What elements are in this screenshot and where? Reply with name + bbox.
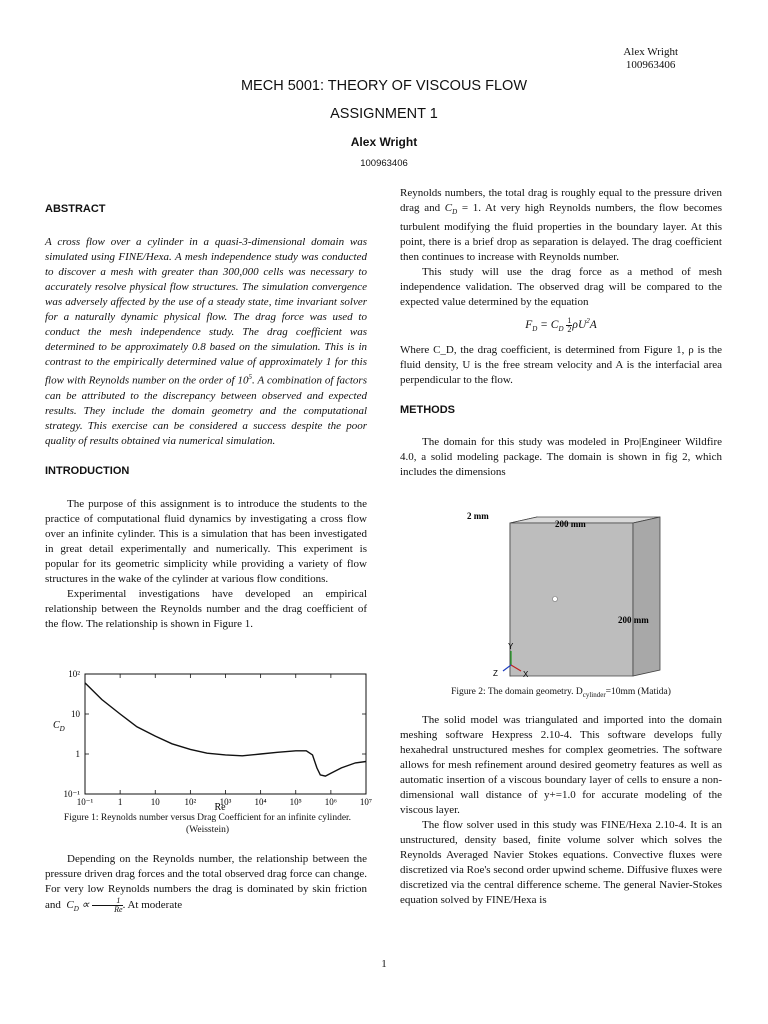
cd-proportional-expr: $C_D$ ∝ $\frac{1}{Re}$ bbox=[66, 896, 123, 914]
dim-width: 200 mm bbox=[555, 519, 586, 529]
y-tick-label: 1 bbox=[75, 749, 80, 759]
x-tick-label: 10² bbox=[184, 797, 197, 807]
x-axis-label: Re bbox=[214, 802, 226, 813]
right-paragraph-3: Where C_D, the drag coefficient, is determined from Figure 1, ρ is the fluid density, U is the free stream velocity and A is the interfacial area perpendicular to the flow. bbox=[400, 344, 722, 387]
figure-2-caption: Figure 2: The domain geometry. $D_{cylinder}=10mm$ (Matida) bbox=[451, 687, 671, 699]
x-tick-label: 10⁴ bbox=[254, 797, 267, 807]
intro-paragraph-1: The purpose of this assignment is to introduce the students to the practice of computational fluid dynamics by investigating a cross flow over an infinite cylinder. This is a simulation that has been investigated in great detail experimentally and numerically. This experiment is popular for its geometric simplicity while providing a variety of flow structures in the wake of the cylinder at various flow conditions. bbox=[45, 497, 367, 585]
figure-1-chart bbox=[45, 664, 373, 813]
x-tick-label: 10⁶ bbox=[324, 797, 337, 807]
methods-paragraph-2: The solid model was triangulated and imported into the domain meshing software Hexpress 2.10-4. This software develops fully hexahedral unstructured meshes for complex geometries. The software allows for mesh refinement around desired geometry features as well as automatic insertion of a viscous boundary layer of cells to ensure a non-dimensional wall distance of y+=1.0 for accurate modeling of the viscous layer. bbox=[400, 714, 722, 816]
domain-side-face bbox=[633, 517, 660, 676]
page-number: 1 bbox=[381, 958, 387, 970]
x-tick-label: 10 bbox=[150, 797, 160, 807]
author-name: Alex Wright bbox=[350, 135, 418, 149]
figure-2-domain bbox=[455, 505, 695, 685]
cd-series-line bbox=[85, 683, 366, 776]
x-tick-label: 10³ bbox=[219, 797, 232, 807]
left-column bbox=[45, 202, 367, 632]
running-header bbox=[623, 46, 678, 72]
right-column bbox=[400, 186, 722, 480]
domain-front-face bbox=[510, 523, 633, 676]
right-column-bottom bbox=[400, 713, 722, 908]
x-tick-label: 10⁻¹ bbox=[76, 797, 94, 807]
x-tick-label: 10⁷ bbox=[359, 797, 373, 807]
axis-y-label: Y bbox=[508, 642, 514, 651]
page-title: MECH 5001: THEORY OF VISCOUS FLOW bbox=[240, 78, 528, 94]
methods-paragraph-3: The flow solver used in this study was FINE/Hexa 2.10-4. It is an unstructured, density based, finite volume solver which solves the Reynolds Averaged Navier Stokes equations. Convective fluxes were discretized via Roe's second order upwind scheme. Diffusive fluxes were discretized via the central difference scheme. The general Navier-Stokes equation solved by FINE/Hexa is bbox=[400, 819, 722, 906]
header-student-id: 100963406 bbox=[625, 59, 676, 71]
dim-height: 200 mm bbox=[618, 615, 649, 625]
left-column-bottom bbox=[45, 852, 367, 917]
y-axis-label: $C_D$ bbox=[53, 720, 65, 733]
y-tick-label: 10² bbox=[68, 669, 80, 679]
methods-heading: METHODS bbox=[400, 404, 455, 417]
cylinder-hole bbox=[553, 597, 558, 602]
y-tick-label: 10 bbox=[71, 709, 80, 719]
intro-paragraph-3: Depending on the Reynolds number, the relationship between the pressure driven drag forces and the total observed drag force can change. For very low Reynolds numbers the drag is dominated by skin friction and $C_D$ ∝ $\frac{1}{Re}$ . At moderate bbox=[45, 853, 367, 914]
abstract-text: A cross flow over a cylinder in a quasi-3-dimensional domain was simulated using FINE/Hexa. A mesh independence study was conducted to discover a mesh with greater than 300,000 cells was necessary to accurately resolve physical flow structures. The simulation convergence was adversely affected by the use of a steady state, time invariant solver for a naturally dynamic physical flow. The drag force was used to conduct the mesh independence study. The drag coefficient was determined to be approximately 0.8 based on the simulation. This is in contrast to the empirically determined value of approximately 1 for this flow with Reynolds number on the order of $10^5$. A combination of factors can be attributed to the discrepancy between observed and expected results. They include the domain geometry and the computational strategy. This exercise can be considered a success despite the poor quality of results obtained via numerical simulation. bbox=[45, 236, 367, 447]
axis-x-label: X bbox=[523, 670, 529, 679]
header-author: Alex Wright bbox=[623, 46, 678, 58]
abstract-heading: ABSTRACT bbox=[45, 203, 106, 215]
right-paragraph-1: Reynolds numbers, the total drag is roughly equal to the pressure driven drag and $C_D = 1$. At very high Reynolds numbers, the flow becomes turbulent modifying the fluid properties in the boundary layer. At this point, there is a brief drop as separation is delayed. The drag coefficient then continues to increase with Reynolds number. bbox=[400, 187, 723, 264]
drag-equation: $F_D = C_D$ $\frac{1}{2}$ $\rho U^2A$ bbox=[525, 315, 597, 334]
dim-thickness: 2 mm bbox=[467, 511, 489, 521]
introduction-heading: INTRODUCTION bbox=[45, 464, 130, 477]
intro-paragraph-2: Experimental investigations have developed an empirical relationship between the Reynolds number and the drag coefficient of the flow. The relationship is shown in Figure 1. bbox=[45, 587, 367, 630]
x-tick-label: 1 bbox=[117, 797, 123, 807]
y-tick-label: 10⁻¹ bbox=[63, 789, 80, 799]
right-paragraph-2: This study will use the drag force as a method of mesh independence validation. The observed drag will be compared to the expected value determined by the equation bbox=[400, 266, 722, 309]
figure-1-caption: Figure 1: Reynolds number versus Drag Coefficient for an infinite cylinder. (Weisstein) bbox=[63, 813, 352, 835]
axis-z-label: Z bbox=[493, 669, 498, 678]
author-id: 100963406 bbox=[360, 158, 408, 169]
x-tick-label: 10⁵ bbox=[289, 797, 302, 807]
page-subtitle: ASSIGNMENT 1 bbox=[330, 106, 438, 122]
methods-paragraph-1: The domain for this study was modeled in Pro|Engineer Wildfire 4.0, a solid modeling package. The domain is shown in fig 2, which includes the dimensions bbox=[400, 436, 722, 479]
